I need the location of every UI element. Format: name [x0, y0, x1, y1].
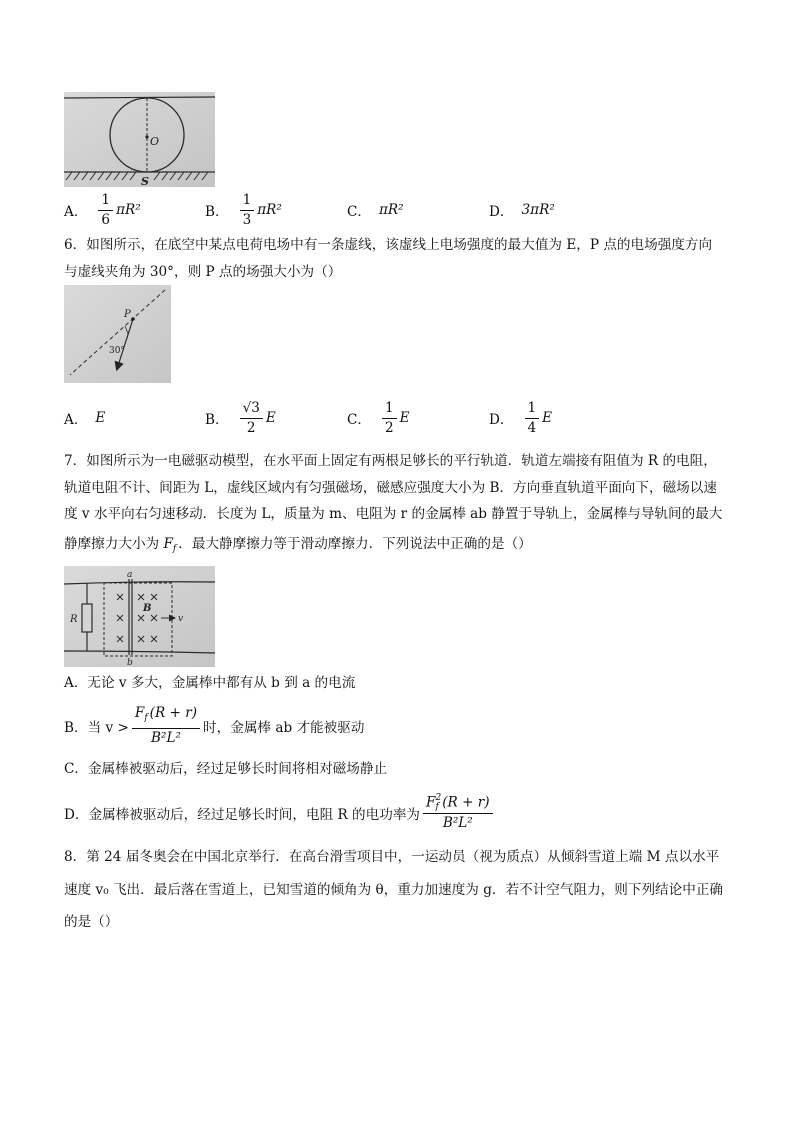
option-label: C．: [347, 204, 371, 220]
center-dot: [145, 135, 148, 138]
option-expression: πR²: [116, 202, 141, 218]
q5-option-d: [489, 188, 555, 232]
contact-point-label: S: [141, 175, 149, 187]
resistance-sum: (R + r): [149, 705, 198, 721]
fraction: [382, 400, 397, 437]
option-expression: πR²: [379, 202, 404, 218]
friction-symbol: F: [426, 794, 436, 811]
q5-figure-circle: [64, 92, 215, 187]
q7-figure-magnetic-drive: [64, 566, 215, 667]
rod-bottom-label: b: [127, 658, 133, 667]
option-label: A．: [64, 204, 88, 220]
friction-subscript: f: [144, 713, 148, 723]
q6-option-d: [489, 396, 552, 440]
fraction-denominator: 4: [527, 419, 537, 436]
q5-option-c: [347, 188, 404, 232]
option-expression: E: [399, 410, 410, 426]
subscript: f: [435, 802, 439, 812]
q8-stem-line: 速度 v₀ 飞出．最后落在雪道上，已知雪道的倾角为 θ，重力加速度为 g．若不计空气阻力，则下列结论中正确: [64, 882, 724, 898]
option-label: B．: [205, 412, 229, 428]
fraction-numerator: [132, 705, 200, 729]
fraction-denominator: 3: [242, 211, 252, 228]
q6-figure-field-line: [64, 285, 171, 383]
fraction-numerator: [423, 794, 493, 814]
center-label: O: [150, 135, 160, 148]
fraction-denominator: 6: [101, 211, 111, 228]
resistor: [82, 604, 92, 632]
q5-option-a: [64, 188, 141, 232]
q6-option-a: [64, 396, 105, 440]
fraction: [240, 192, 255, 229]
point-p-label: P: [124, 309, 131, 320]
text-segment: D．金属棒被驱动后，经过足够长时间，电阻 R 的电功率为: [64, 807, 421, 823]
text-segment: 静摩擦力大小为: [64, 536, 164, 552]
q7-stem-line: 度 v 水平向右匀速移动．长度为 L，质量为 m、电阻为 r 的金属棒 ab 静置于导轨上，金属棒与导轨间的最大: [64, 506, 723, 522]
fraction-numerator: 1: [98, 192, 113, 211]
resistor-label: R: [70, 614, 78, 625]
option-label: C．: [347, 412, 371, 428]
q7-option-d: [64, 791, 496, 835]
text-segment: ．最大静摩擦力等于滑动摩擦力．下列说法中正确的是（）: [178, 536, 532, 552]
option-label: D．: [489, 412, 514, 428]
rod-top-label: a: [127, 570, 133, 580]
q6-stem-line: 与虚线夹角为 30°，则 P 点的场强大小为（）: [64, 264, 342, 280]
superscript: 2: [435, 793, 442, 803]
resistance-sum: (R + r): [442, 794, 490, 811]
figure-background: [64, 92, 215, 187]
q8-stem-line: 8．第 24 届冬奥会在中国北京举行．在高台滑雪项目中，一运动员（视为质点）从倾斜雪道上端 M 点以水平: [64, 849, 720, 865]
fraction-denominator: 2: [246, 419, 256, 436]
q7-stem-line: 轨道电阻不计、间距为 L，虚线区域内有匀强磁场，磁感应强度大小为 B．方向垂直轨道平面向下，磁场以速: [64, 480, 717, 496]
option-label: A．: [64, 412, 88, 428]
friction-symbol: F: [134, 705, 145, 721]
q7-option-a: A．无论 v 多大，金属棒中都有从 b 到 a 的电流: [64, 675, 356, 691]
field-label: B: [143, 603, 152, 614]
option-label: D．: [489, 204, 514, 220]
q5-option-b: [205, 188, 282, 232]
q7-stem-line: [64, 534, 532, 559]
fraction: [423, 794, 493, 832]
fraction-denominator: B²L²: [442, 815, 473, 831]
fraction: [240, 400, 263, 437]
q6-stem-line: 6．如图所示，在底空中某点电荷电场中有一条虚线，该虚线上电场强度的最大值为 E，P 点的电场强度方向: [64, 237, 713, 253]
q7-option-c: C．金属棒被驱动后，经过足够长时间将相对磁场静止: [64, 761, 388, 777]
fraction-denominator: 2: [385, 419, 394, 436]
fraction-numerator: √3: [240, 400, 263, 419]
q8-stem-line: 的是（）: [64, 914, 119, 930]
fraction-numerator: 1: [382, 400, 397, 419]
velocity-label: v: [178, 614, 184, 624]
fraction: [132, 705, 200, 747]
fraction-denominator: B²L²: [151, 730, 181, 746]
friction-symbol: F: [163, 536, 173, 552]
text-segment: B．当 v >: [64, 720, 129, 736]
option-expression: E: [265, 410, 276, 426]
option-expression: E: [542, 410, 553, 426]
fraction: [98, 192, 113, 229]
text-segment: 时，金属棒 ab 才能被驱动: [203, 720, 365, 736]
q6-option-b: [205, 396, 276, 440]
q7-option-b: [64, 704, 364, 748]
fraction-numerator: 1: [240, 192, 255, 211]
point-p-dot: [131, 317, 135, 321]
option-expression: E: [95, 410, 106, 426]
friction-sup-sub: [435, 794, 441, 812]
option-expression: πR²: [257, 202, 282, 218]
q6-option-c: [347, 396, 410, 440]
q7-stem-line: 7．如图所示为一电磁驱动模型，在水平面上固定有两根足够长的平行轨道．轨道左端接有阻值为 R 的电阻，: [64, 453, 717, 469]
fraction: [525, 400, 540, 437]
option-label: B．: [205, 204, 229, 220]
option-expression: 3πR²: [521, 202, 555, 218]
fraction-numerator: 1: [525, 400, 540, 419]
friction-subscript: f: [172, 544, 177, 554]
angle-label: 30°: [109, 346, 125, 356]
